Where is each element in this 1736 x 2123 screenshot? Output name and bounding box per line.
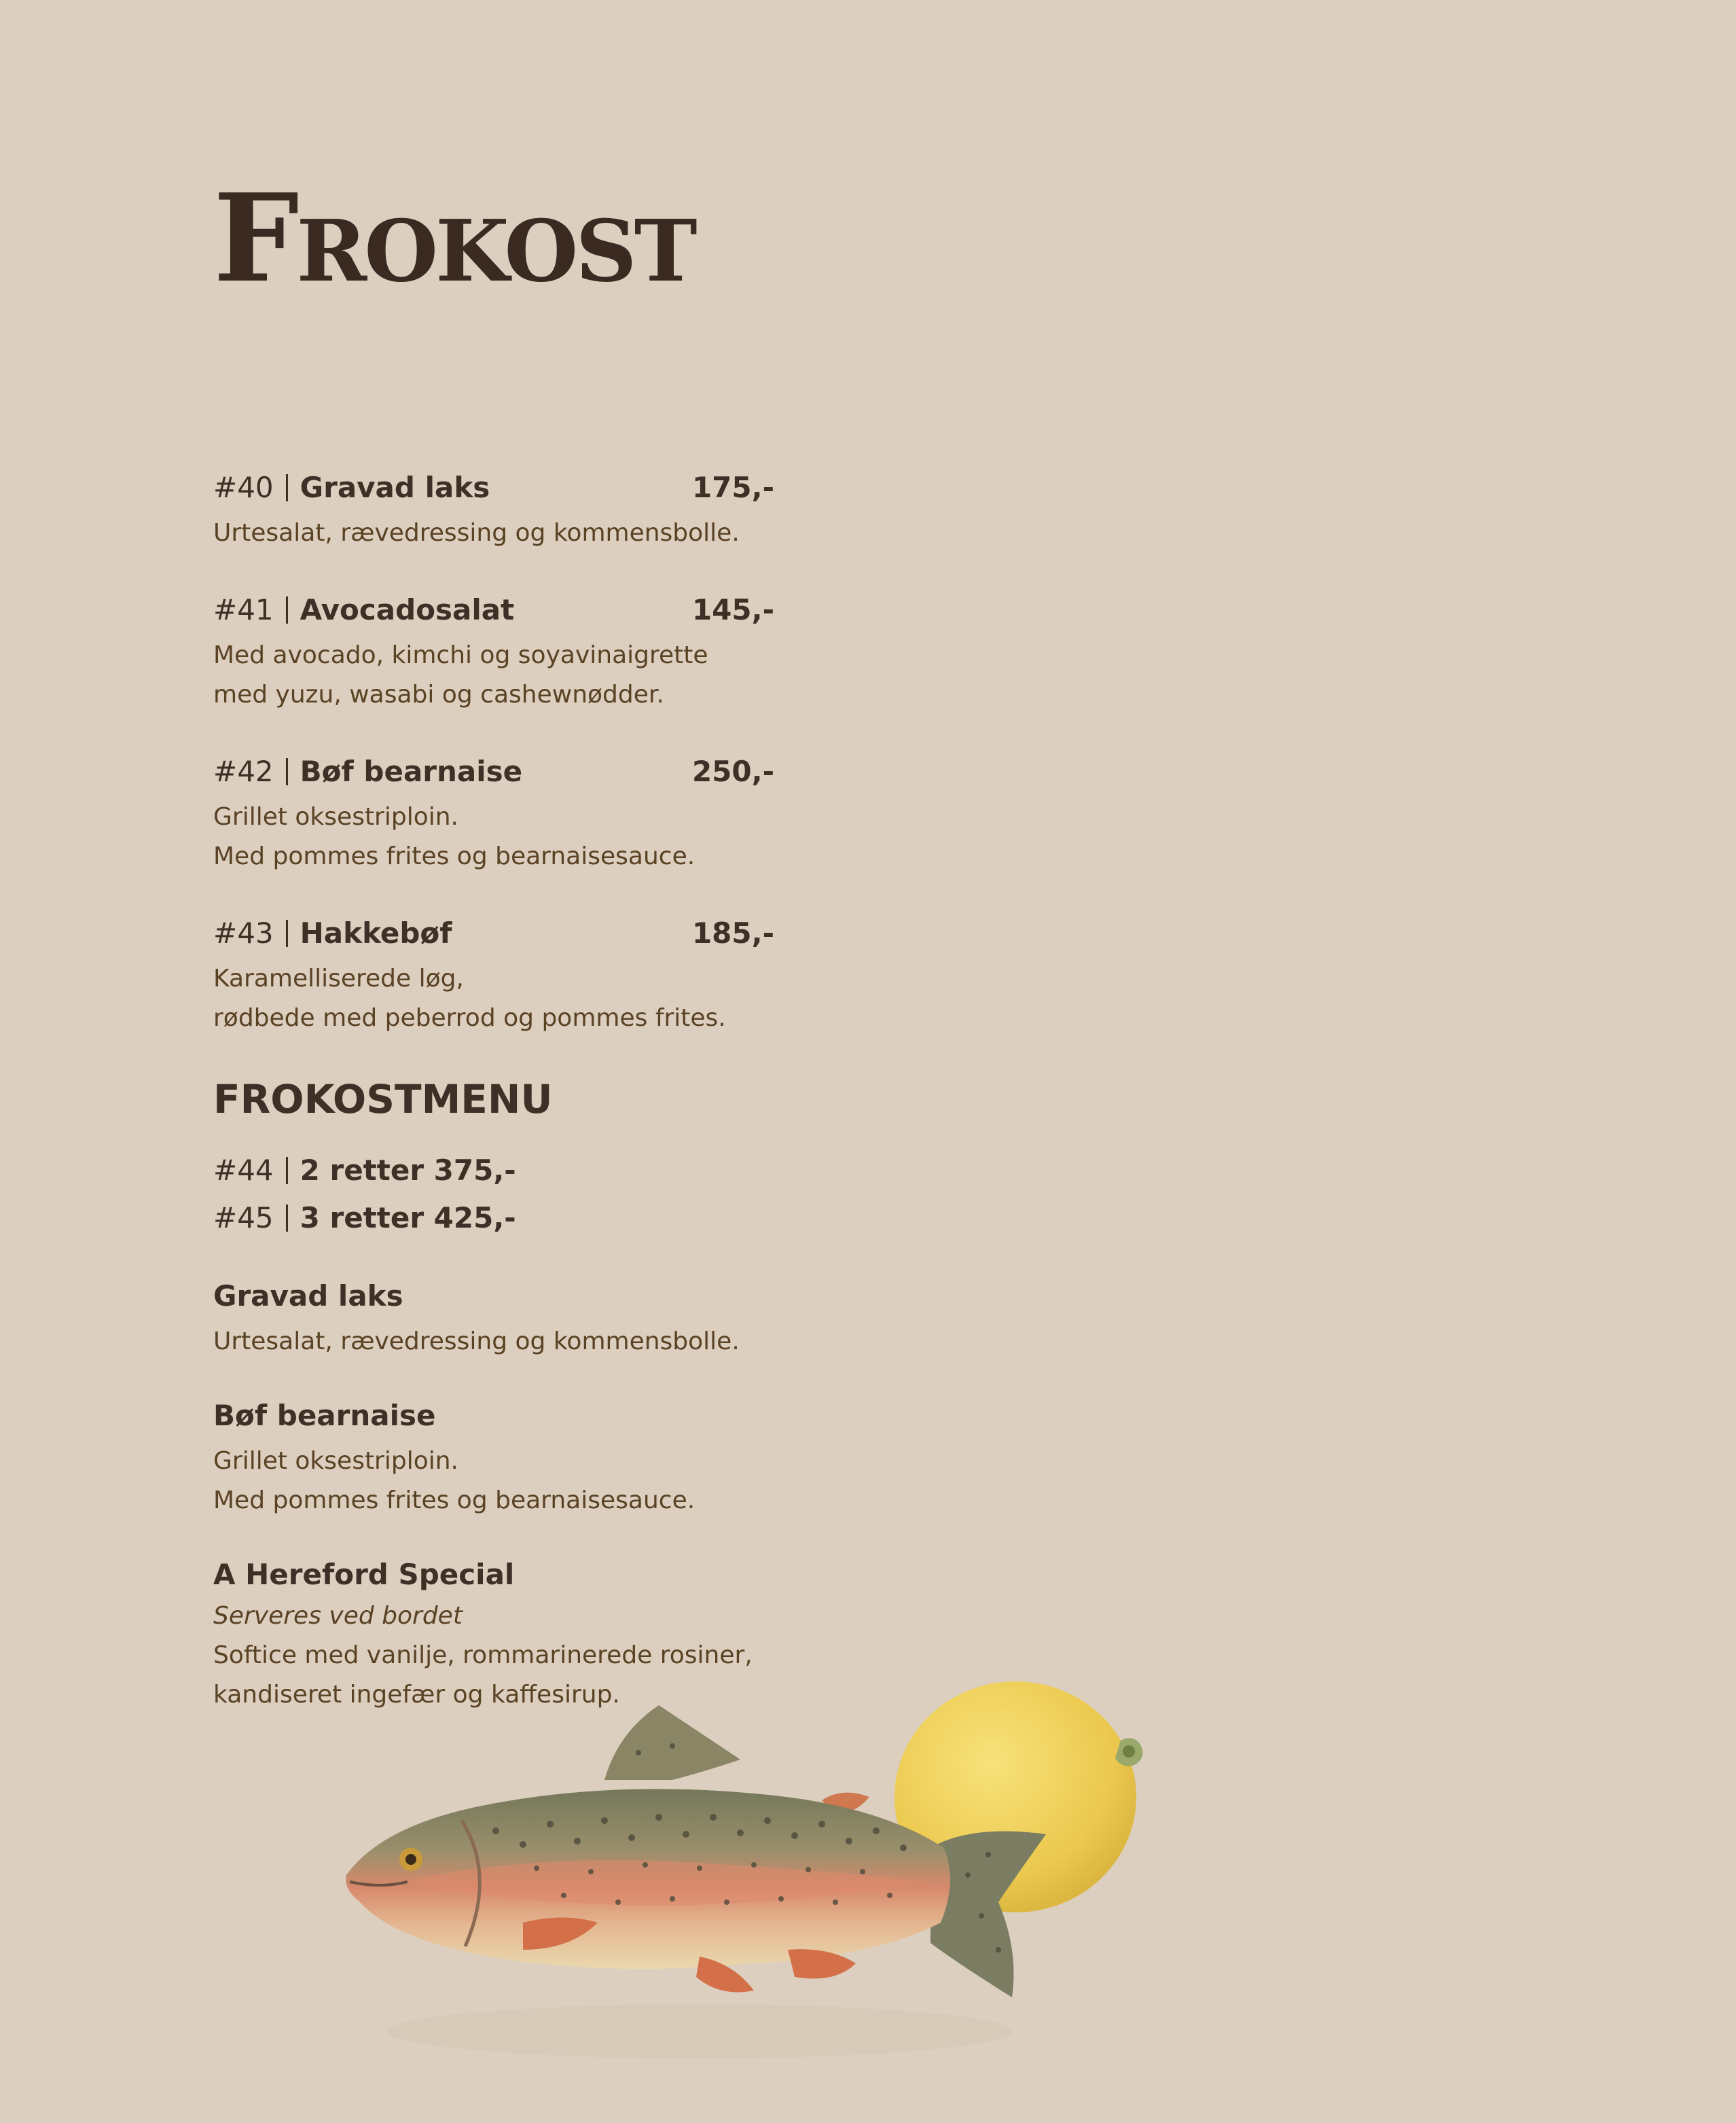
course-note: Serveres ved bordet [213, 1601, 463, 1630]
description-line: Grillet oksestriploin. [213, 803, 459, 831]
option-label: 3 retter 425,- [300, 1200, 516, 1234]
menu-item [213, 469, 774, 553]
description-line: Med pommes frites og bearnaisesauce. [213, 842, 695, 870]
description-line: Softice med vanilje, rommarinerede rosiner, [213, 1641, 753, 1669]
item-name: Bøf bearnaise [300, 755, 523, 788]
description-line: Urtesalat, rævedressing og kommensbolle. [213, 519, 740, 547]
separator [286, 1205, 288, 1232]
separator [286, 920, 288, 947]
item-description [213, 959, 774, 1038]
menu-item-header [213, 469, 774, 507]
course-item [213, 1277, 774, 1361]
fish-eye-icon [399, 1848, 422, 1871]
item-name: Gravad laks [300, 471, 490, 504]
description-line: rødbede med peberrod og pommes frites. [213, 1004, 726, 1032]
menu-item-title [213, 753, 522, 791]
option-label: 2 retter 375,- [300, 1153, 516, 1187]
trout-and-lemon-illustration [319, 1678, 1175, 2086]
menu-item [213, 591, 774, 715]
description-line: Med pommes frites og bearnaisesauce. [213, 1486, 695, 1514]
dorsal-fin [604, 1705, 740, 1780]
item-price: 175,- [691, 471, 774, 504]
menu-item-header [213, 914, 774, 952]
course-item [213, 1397, 774, 1520]
menu-item-header [213, 591, 774, 629]
menu-list [213, 469, 774, 1715]
description-line: Grillet oksestriploin. [213, 1446, 459, 1475]
separator [286, 758, 288, 785]
item-number: #43 [213, 916, 274, 950]
menu-item-title [213, 914, 452, 952]
menu-option [213, 1194, 774, 1242]
item-number: #42 [213, 755, 274, 788]
option-number: #44 [213, 1153, 274, 1187]
separator [286, 1157, 288, 1184]
option-number: #45 [213, 1200, 274, 1234]
description-line: Karamelliserede løg, [213, 965, 464, 993]
separator [286, 474, 288, 501]
item-price: 145,- [691, 593, 774, 626]
item-name: Avocadosalat [300, 593, 515, 626]
item-price: 250,- [691, 755, 774, 788]
course-name: Gravad laks [213, 1279, 403, 1313]
anal-fin [788, 1949, 856, 1978]
shadow [387, 2004, 1012, 2058]
page-title: Frokost [213, 167, 695, 309]
description-line: med yuzu, wasabi og cashewnødder. [213, 681, 664, 709]
item-description [213, 514, 774, 553]
menu-item-title [213, 591, 514, 629]
item-price: 185,- [691, 916, 774, 950]
course-description [213, 1442, 774, 1520]
menu-item-header [213, 753, 774, 791]
description-line: Urtesalat, rævedressing og kommensbolle. [213, 1327, 740, 1355]
item-description [213, 798, 774, 876]
menu-item [213, 914, 774, 1038]
menu-item [213, 753, 774, 876]
course-name: A Hereford Special [213, 1557, 515, 1591]
course-name: Bøf bearnaise [213, 1398, 436, 1432]
description-line: Med avocado, kimchi og soyavinaigrette [213, 641, 708, 669]
item-description [213, 636, 774, 715]
menu-option [213, 1147, 774, 1194]
item-name: Hakkebøf [300, 916, 452, 950]
separator [286, 596, 288, 624]
item-number: #41 [213, 593, 274, 626]
menu-item-title [213, 469, 490, 507]
item-number: #40 [213, 471, 274, 504]
description-line: kandiseret ingefær og kaffesirup. [213, 1680, 620, 1709]
section-title: FROKOSTMENU [213, 1076, 553, 1122]
course-description [213, 1322, 774, 1361]
